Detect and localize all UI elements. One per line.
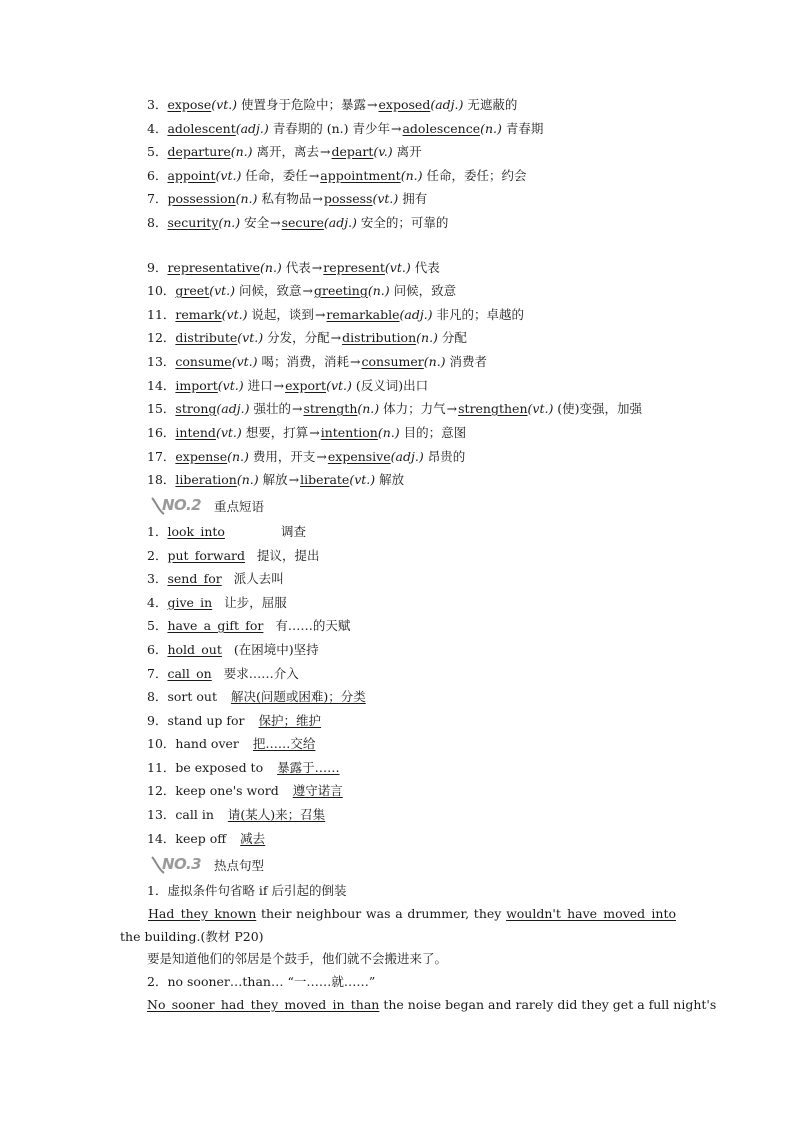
phrase-meaning: 把……交给 [252,736,316,751]
answer-word: departure [167,144,231,159]
arrow-icon: → [291,401,303,416]
meaning-text: (反义词)出口 [351,378,429,393]
phrase-item [147,547,320,565]
meaning-text: 消费者 [445,354,488,369]
item-number: 4． [147,121,168,136]
part-of-speech: (n.) [230,144,253,159]
arrow-icon: → [390,121,402,136]
phrase-english: keep one's word [175,783,279,798]
meaning-text: 说起，谈到 [247,307,314,322]
phrase-english: sort out [167,689,217,704]
phrase-meaning: 请(某人)来；召集 [227,807,326,822]
pattern-translation-1: 要是知道他们的邻居是个鼓手，他们就不会搬进来了。 [147,951,448,966]
meaning-text: 安全 [240,215,270,230]
answer-word: strong [175,401,217,416]
meaning-text: 解放 [375,472,405,487]
meaning-text: 离开 [392,144,422,159]
phrase-item [147,665,299,683]
item-number: 9． [147,260,168,275]
part-of-speech: (n.) [480,121,502,136]
phrase-meaning: 提议，提出 [257,548,320,563]
item-number: 14． [147,378,176,393]
phrase-item [147,830,265,848]
answer-word: depart [331,144,374,159]
phrase-meaning: 要求……介入 [223,666,299,681]
phrase-meaning: 保护；维护 [258,713,322,728]
arrow-icon: → [288,472,300,487]
item-number: 11． [147,760,176,775]
arrow-icon: → [302,283,313,298]
phrase-english: give_in [167,595,213,610]
answer-word: possession [167,191,236,206]
answer-word: distribution [342,330,417,345]
item-number: 6． [147,168,168,183]
item-number: 2． [147,548,168,563]
part-of-speech: (n.) [236,472,259,487]
arrow-icon: → [308,168,320,183]
answer-word: consume [175,354,232,369]
meaning-text: 目的；意图 [399,425,467,440]
meaning-text: 拥有 [398,191,428,206]
item-number: 1． [147,524,168,539]
arrow-icon: → [311,260,323,275]
meaning-text: 费用，开支 [248,449,316,464]
item-number: 15． [147,401,176,416]
part-of-speech: (vt.) [372,191,399,206]
vocab-item [147,282,456,300]
answer-word: adolescent [167,121,236,136]
section-title: 热点句型 [213,858,264,873]
answer-word: consumer [361,354,424,369]
sentence-text: the noise began and rarely did they get a full night's [379,997,717,1012]
phrase-english: keep off [175,831,227,846]
answer-word: expose [167,97,212,112]
phrase-english: put_forward [167,548,246,563]
vocab-item [147,96,517,114]
answer-word: strengthen [458,401,528,416]
answer-word: secure [281,215,324,230]
item-number: 17． [147,449,176,464]
answer-word: representative [167,260,261,275]
phrase-meaning: 解决(问题或困难)；分类 [230,689,366,704]
phrase-item [147,523,306,541]
answer-word: export [285,378,327,393]
arrow-icon: → [446,401,458,416]
section-header-sentences [150,855,264,877]
meaning-text: 代表 [410,260,440,275]
part-of-speech: (n.) [367,283,390,298]
section-badge-icon [150,496,206,516]
answer-blank: Had_they_known [148,906,257,921]
phrase-item [147,735,315,753]
phrase-english: send_for [167,571,222,586]
sentence-text: the building.(教材 P20) [120,929,264,944]
phrase-english: call_on [167,666,212,681]
phrase-english: hold_out [167,642,222,657]
answer-word: represent [323,260,385,275]
arrow-icon: → [330,330,342,345]
part-of-speech: (n.) [227,449,249,464]
item-number: 14． [147,831,176,846]
part-of-speech: (vt.) [215,425,242,440]
vocab-item [147,143,422,161]
part-of-speech: (n.) [416,330,438,345]
phrase-item [147,759,340,777]
part-of-speech: (vt.) [231,354,258,369]
phrase-item [147,641,319,659]
vocab-item [147,214,448,232]
meaning-text: 青春期的 (n.) 青少年 [268,121,390,136]
part-of-speech: (vt.) [527,401,554,416]
section-badge-label: NO.3 [162,855,202,873]
part-of-speech: (n.) [423,354,446,369]
phrase-english: have_a_gift_for [167,618,264,633]
item-number: 10． [147,736,176,751]
phrase-meaning: 暴露于…… [277,760,340,775]
arrow-icon: → [367,97,378,112]
meaning-text: 进口 [243,378,273,393]
phrase-meaning: 有……的天赋 [275,618,351,633]
arrow-icon: → [350,354,361,369]
arrow-icon: → [312,191,323,206]
part-of-speech: (v.) [373,144,393,159]
vocab-item [147,471,404,489]
part-of-speech: (vt.) [209,283,236,298]
phrase-meaning: 让步，屈服 [224,595,287,610]
answer-word: expensive [327,449,391,464]
meaning-text: 解放 [258,472,288,487]
item-number: 16． [147,425,176,440]
answer-word: liberate [300,472,350,487]
item-number: 6． [147,642,168,657]
answer-word: security [167,215,219,230]
pattern-heading-2: 2．no sooner…than… “一……就……” [147,974,376,989]
part-of-speech: (vt.) [349,472,376,487]
meaning-text: 代表 [281,260,311,275]
item-number: 3． [147,571,168,586]
phrase-item [147,594,287,612]
vocab-item [147,259,440,277]
meaning-text: 离开，离去 [252,144,319,159]
item-number: 7． [147,191,168,206]
part-of-speech: (adj.) [430,97,464,112]
section-badge-icon [150,855,206,875]
answer-word: intend [175,425,216,440]
vocab-item [147,353,487,371]
part-of-speech: (vt.) [326,378,352,393]
part-of-speech: (vt.) [237,330,264,345]
pattern-heading-1: 1．虚拟条件句省略 if 后引起的倒装 [147,883,347,898]
vocab-item [147,190,427,208]
part-of-speech: (adj.) [216,401,250,416]
arrow-icon: → [273,378,285,393]
item-number: 4． [147,595,168,610]
meaning-text: 任命，委任 [241,168,308,183]
pattern-example-1 [120,902,676,948]
item-number: 11． [147,307,176,322]
meaning-text: 任命，委任；约会 [422,168,527,183]
phrase-item [147,806,325,824]
meaning-text: 非凡的；卓越的 [432,307,525,322]
arrow-icon: → [309,425,320,440]
part-of-speech: (vt.) [217,378,244,393]
phrase-item [147,782,343,800]
arrow-icon: → [270,215,281,230]
vocab-item [147,306,524,324]
part-of-speech: (vt.) [211,97,238,112]
phrase-meaning: (在困境中)坚持 [233,642,319,657]
phrase-meaning: 减去 [240,831,266,846]
answer-word: import [175,378,218,393]
section-badge-label: NO.2 [162,496,202,514]
vocab-item [147,377,428,395]
meaning-text: 体力；力气 [379,401,446,416]
part-of-speech: (n.) [400,168,423,183]
meaning-text: 想要，打算 [241,425,309,440]
vocab-item [147,167,526,185]
pattern-example-2 [147,996,716,1014]
meaning-text: 问候，致意 [389,283,457,298]
meaning-text: 分发，分配 [263,330,330,345]
part-of-speech: (vt.) [384,260,411,275]
phrase-item [147,617,350,635]
phrase-meaning: 遵守诺言 [292,783,343,798]
vocab-item [147,329,467,347]
phrase-english: look_into [167,524,225,539]
item-number: 18． [147,472,176,487]
item-number: 5． [147,144,168,159]
answer-word: liberation [175,472,237,487]
item-number: 9． [147,713,168,728]
part-of-speech: (n.) [377,425,400,440]
meaning-text: 私有物品 [257,191,312,206]
part-of-speech: (n.) [357,401,380,416]
arrow-icon: → [314,307,326,322]
part-of-speech: (adj.) [323,215,357,230]
phrase-item [147,570,284,588]
vocab-item [147,448,465,466]
section-header-phrases [150,496,264,518]
item-number: 8． [147,689,168,704]
item-number: 12． [147,330,176,345]
part-of-speech: (vt.) [221,307,248,322]
part-of-speech: (n.) [235,191,258,206]
meaning-text: 问候，致意 [235,283,302,298]
sentence-text: their neighbour was a drummer, they [256,906,507,921]
answer-word: remarkable [326,307,400,322]
vocab-item [147,400,642,418]
meaning-text: 使置身于危险中；暴露 [237,97,367,112]
answer-word: intention [320,425,378,440]
meaning-text: 分配 [437,330,467,345]
vocab-item [147,120,543,138]
phrase-item [147,712,321,730]
phrase-meaning: 调查 [280,524,306,539]
phrase-meaning: 派人去叫 [233,571,284,586]
answer-word: adolescence [402,121,481,136]
item-number: 8． [147,215,168,230]
phrase-english: hand over [175,736,239,751]
part-of-speech: (adj.) [235,121,269,136]
vocab-item [147,424,466,442]
phrase-item [147,688,366,706]
part-of-speech: (adj.) [390,449,424,464]
part-of-speech: (n.) [218,215,241,230]
phrase-english: stand up for [167,713,245,728]
meaning-text: 喝；消费，消耗 [257,354,349,369]
answer-word: greet [175,283,210,298]
answer-blank: wouldn't_have_moved_into [506,906,676,921]
answer-word: possess [323,191,373,206]
answer-word: exposed [378,97,431,112]
meaning-text: 昂贵的 [423,449,466,464]
item-number: 3． [147,97,168,112]
item-number: 10． [147,283,176,298]
answer-word: strength [303,401,358,416]
answer-blank: No_sooner_had_they_moved_in_than [147,997,380,1012]
meaning-text: 青春期 [501,121,544,136]
answer-word: appointment [320,168,401,183]
meaning-text: 无遮蔽的 [463,97,518,112]
meaning-text: (使)变强，加强 [553,401,643,416]
arrow-icon: → [320,144,331,159]
part-of-speech: (vt.) [215,168,242,183]
item-number: 13． [147,807,176,822]
part-of-speech: (n.) [260,260,282,275]
item-number: 13． [147,354,176,369]
section-title: 重点短语 [213,499,264,514]
answer-word: remark [175,307,222,322]
answer-word: expense [175,449,228,464]
item-number: 12． [147,783,176,798]
answer-word: appoint [167,168,216,183]
phrase-english: be exposed to [175,760,264,775]
meaning-text: 安全的；可靠的 [356,215,449,230]
answer-word: greeting [313,283,368,298]
item-number: 5． [147,618,168,633]
item-number: 7． [147,666,168,681]
meaning-text: 强壮的 [249,401,291,416]
phrase-english: call in [175,807,214,822]
part-of-speech: (adj.) [399,307,433,322]
arrow-icon: → [316,449,327,464]
answer-word: distribute [175,330,238,345]
